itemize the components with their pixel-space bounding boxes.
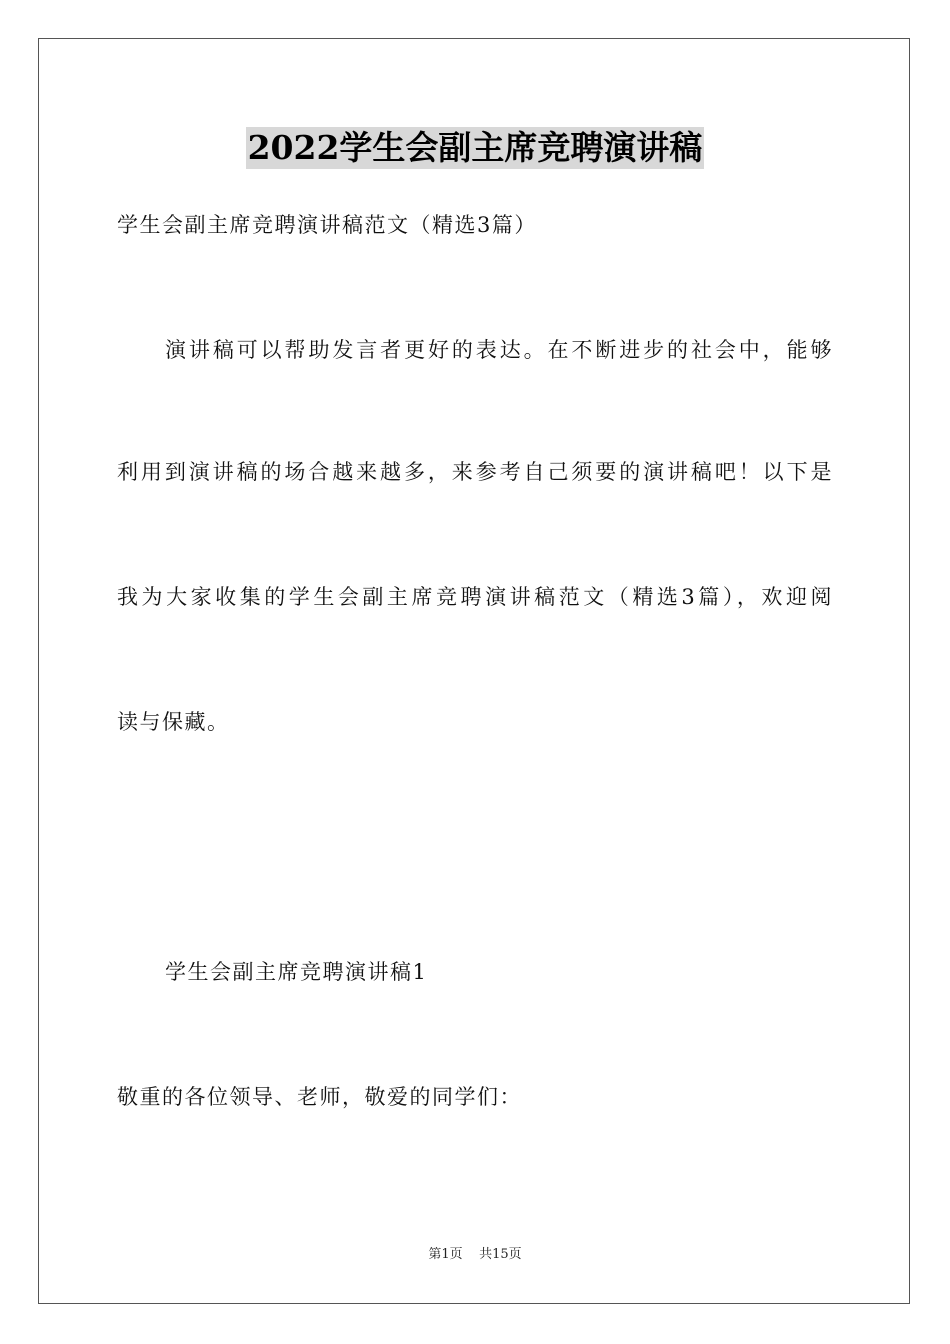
intro-line-4: 读与保藏。 [117, 710, 230, 734]
section-heading: 学生会副主席竞聘演讲稿1 [165, 960, 428, 984]
document-subtitle: 学生会副主席竞聘演讲稿范文（精选3篇） [117, 213, 537, 237]
intro-line-2: 利用到演讲稿的场合越来越多，来参考自己须要的演讲稿吧！以下是 [117, 460, 833, 484]
footer-page-total: 共15页 [479, 1247, 522, 1262]
intro-line-3: 我为大家收集的学生会副主席竞聘演讲稿范文（精选3篇），欢迎阅 [117, 585, 833, 609]
salutation: 敬重的各位领导、老师，敬爱的同学们： [117, 1085, 522, 1109]
intro-line-1: 演讲稿可以帮助发言者更好的表达。在不断进步的社会中，能够 [165, 338, 833, 362]
page-footer [0, 1246, 950, 1264]
document-title: 2022学生会副主席竞聘演讲稿 [247, 128, 703, 167]
title-container [0, 127, 950, 169]
footer-page-current: 第1页 [428, 1247, 463, 1262]
